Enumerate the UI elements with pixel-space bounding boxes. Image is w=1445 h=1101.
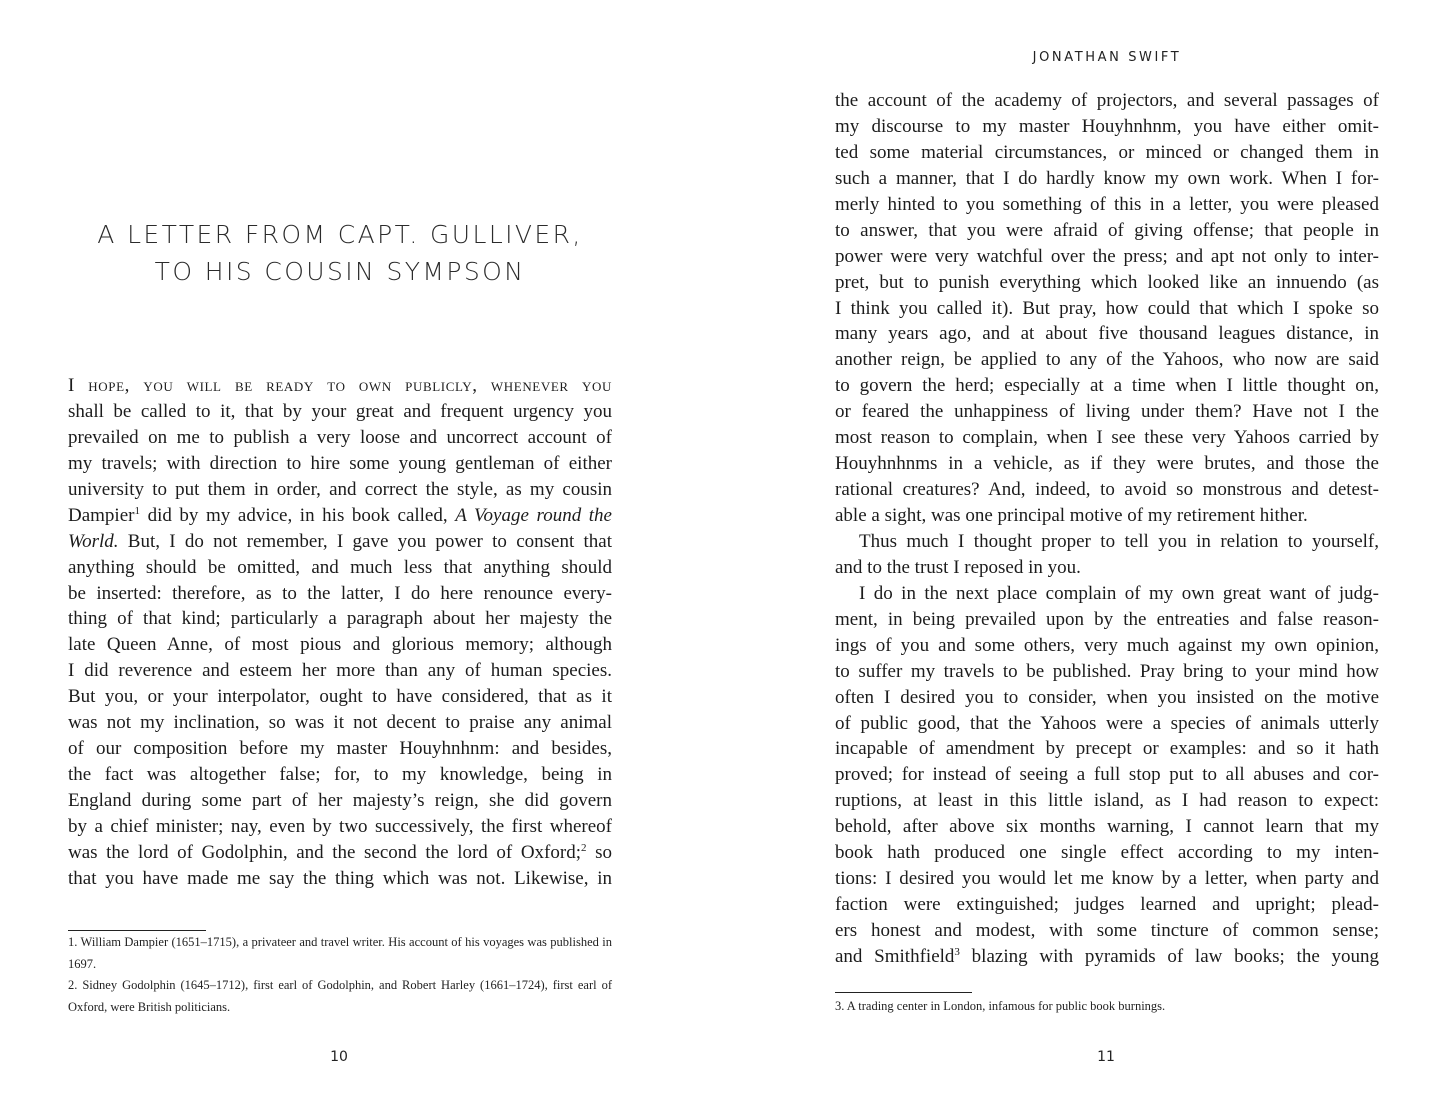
chapter-title-line-2: TO HIS COUSIN SYMPSON [154,257,526,286]
text-line: ers honest and modest, with some tincture of common sense; [835,920,1379,941]
book-title-italic: A Voyage round the [455,504,612,526]
text-line: book hath produced one single effect according to my inten- [835,842,1379,864]
right-page [722,0,1445,1101]
text-line: I did reverence and esteem her more than any of human species. [68,660,612,682]
footnotes-right [835,996,1379,1018]
page-number-right: 11 [1097,1049,1115,1065]
text-line: many years ago, and at about five thousand leagues distance, in [835,323,1379,345]
text-line: Dampier$^1$ did by my advice, in his book called, A Voyage round the [68,504,612,526]
text-line: that you have made me say the thing which was not. Likewise, in [68,867,612,889]
text-line: the fact was altogether false; for, to my knowledge, being in [68,764,612,786]
footnote-rule [68,930,206,931]
footnote-2: 2. Sidney Godolphin (1645–1712), first earl of Godolphin, and Robert Harley (1661–1724), first earl of Oxford, were British politicians. [68,978,612,1014]
text-line: able a sight, was one principal motive of my retirement hither. [835,505,1308,526]
text-line: faction were extinguished; judges learned and upright; plead- [835,894,1379,916]
text-line: behold, after above six months warning, I cannot learn that my [835,816,1379,838]
text-line: pret, but to punish everything which looked like an innuendo (as [835,271,1379,293]
left-page [0,0,722,1101]
text-line: my discourse to my master Houyhnhnm, you have either omit- [835,115,1379,137]
text-line: another reign, be applied to any of the Yahoos, who now are said [835,349,1379,371]
text-line: was not my inclination, so was it not decent to praise any animal [68,712,612,734]
text-line: I think you called it). But pray, how could that which I spoke so [835,297,1379,319]
text-line: I do in the next place complain of my own great want of judg- [859,582,1379,604]
text-line: But you, or your interpolator, ought to have considered, that as it [68,686,612,708]
left-body-text [68,373,612,892]
chapter-title [68,216,612,290]
text-line: or feared the unhappiness of living under them? Have not I the [835,401,1379,423]
chapter-title-line-1: A LETTER FROM CAPT. GULLIVER, [97,220,583,249]
running-head: JONATHAN SWIFT [1032,50,1182,65]
opening-line: I hope, you will be ready to own publicly, whenever you [68,375,612,396]
text-line: rational creatures? And, indeed, to avoid so monstrous and detest- [835,479,1379,501]
text-line: England during some part of her majesty’s reign, she did govern [68,790,612,811]
footnote-ref-2: 2 [581,841,587,854]
text-line: ted some material circumstances, or minced or changed them in [835,141,1379,163]
text-line: proved; for instead of seeing a full stop put to all abuses and cor- [835,764,1379,786]
right-body-text [835,88,1379,970]
text-line: thing of that kind; particularly a paragraph about her majesty the [68,608,612,630]
book-title-italic: World. [68,530,119,552]
text-line: to suffer my travels to be published. Pray bring to your mind how [835,660,1379,682]
text-line: ings of you and some others, very much against my own opinion, [835,634,1379,656]
footnotes-left [68,932,612,1018]
text-line: of our composition before my master Houyhnhnm: and besides, [68,738,612,760]
text-line: be inserted: therefore, as to the latter, I do here renounce every- [68,582,612,604]
footnote-1: 1. William Dampier (1651–1715), a privateer and travel writer. His account of his voyages was published in 1697. [68,935,612,971]
footnote-ref-3: 3 [954,945,960,958]
text-line: of public good, that the Yahoos were a species of animals utterly [835,712,1379,734]
text-line: university to put them in order, and correct the style, as my cousin [68,478,612,500]
text-line: anything should be omitted, and much less that anything should [68,556,612,578]
text-line: my travels; with direction to hire some young gentleman of either [68,452,612,474]
text-line: ment, in being prevailed upon by the entreaties and false reason- [835,608,1379,630]
text-line: most reason to complain, when I see these very Yahoos carried by [835,427,1379,449]
text-line: incapable of amendment by precept or examples: and so it hath [835,738,1379,760]
page-number-left: 10 [330,1049,348,1065]
text-line: ruptions, at least in this little island, as I had reason to expect: [835,790,1379,812]
footnote-ref-1: 1 [134,504,140,517]
text-line: to answer, that you were afraid of giving offense; that people in [835,219,1379,241]
text-line: World. But, I do not remember, I gave you power to consent that [68,530,612,552]
text-line: Thus much I thought proper to tell you in relation to yourself, [859,530,1379,552]
footnote-3: 3. A trading center in London, infamous for public book burnings. [835,999,1166,1013]
text-line: often I desired you to consider, when you insisted on the motive [835,686,1379,708]
text-line: late Queen Anne, of most pious and glorious memory; although [68,634,612,656]
text-line: shall be called to it, that by your great and frequent urgency you [68,400,612,422]
text-line: power were very watchful over the press; and apt not only to inter- [835,245,1379,267]
text-line: was the lord of Godolphin, and the second the lord of Oxford;$^2$ so [68,841,612,863]
footnote-rule [835,992,972,993]
text-line: such a manner, that I do hardly know my own work. When I for- [835,167,1379,189]
text-line: to govern the herd; especially at a time when I little thought on, [835,375,1379,397]
text-line: and to the trust I reposed in you. [835,556,1081,578]
text-line: and Smithfield$^3$ blazing with pyramids of law books; the young [835,945,1379,967]
text-line: merly hinted to you something of this in a letter, you were pleased [835,193,1379,215]
text-line: Houyhnhnms in a vehicle, as if they were brutes, and those the [835,453,1379,475]
text-line: by a chief minister; nay, even by two successively, the first whereof [68,815,612,837]
text-line: prevailed on me to publish a very loose and uncorrect account of [68,426,612,448]
text-line: the account of the academy of projectors, and several passages of [835,90,1379,111]
text-line: tions: I desired you would let me know by a letter, when party and [835,868,1379,890]
